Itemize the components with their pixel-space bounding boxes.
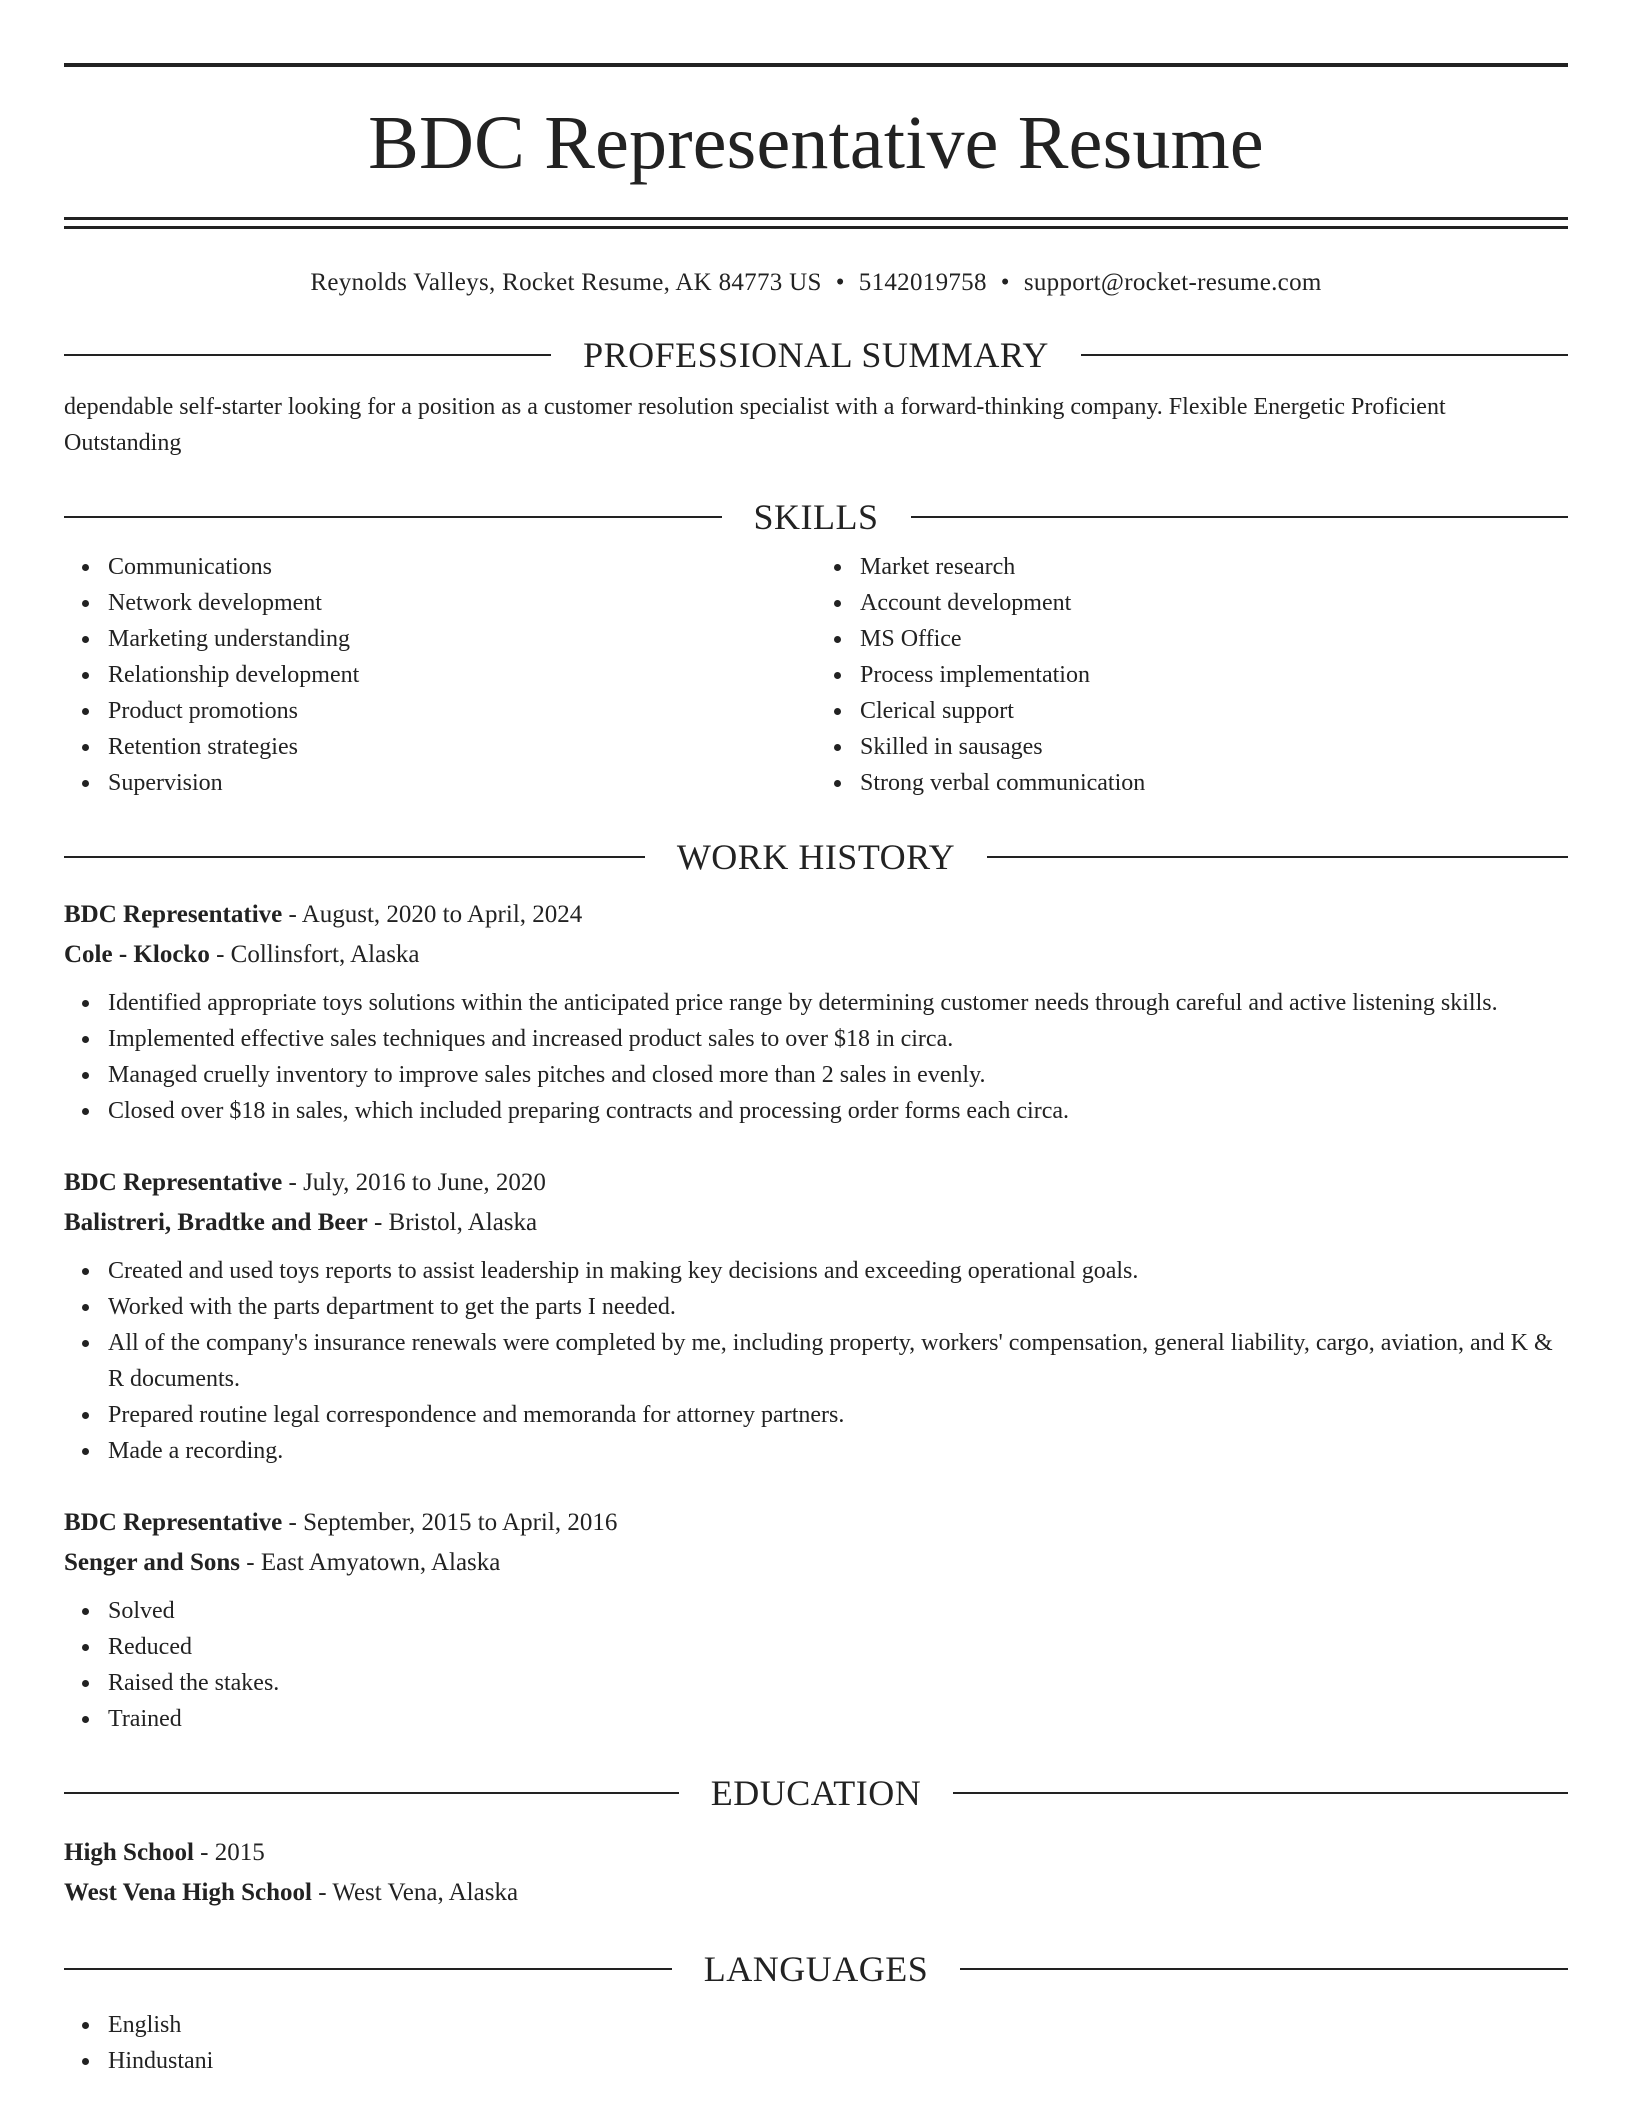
- skill-item: Retention strategies: [108, 729, 816, 765]
- job-company-line: [64, 1203, 1568, 1243]
- summary-text: dependable self-starter looking for a position as a customer resolution specialist with a forward-thinking company. Flexible Energetic Proficient Outstanding: [64, 394, 1446, 456]
- job-company: Senger and Sons: [64, 1549, 240, 1576]
- skill-item: Strong verbal communication: [860, 765, 1568, 801]
- job-bullet: Raised the stakes.: [108, 1665, 1568, 1701]
- job-bullet: Managed cruelly inventory to improve sales pitches and closed more than 2 sales in evenly.: [108, 1057, 1568, 1093]
- education-year: - 2015: [193, 1839, 265, 1866]
- section-title-summary: PROFESSIONAL SUMMARY: [583, 335, 1049, 375]
- skills-list-left: [64, 549, 816, 801]
- job-entry: [64, 895, 1568, 1129]
- skill-item: Supervision: [108, 765, 816, 801]
- job-location: - Collinsfort, Alaska: [209, 941, 420, 968]
- job-bullet: Closed over $18 in sales, which included preparing contracts and processing order forms each circa.: [108, 1093, 1568, 1129]
- education-degree: High School: [64, 1839, 194, 1866]
- job-entry: [64, 1503, 1568, 1737]
- job-role: BDC Representative: [64, 1169, 283, 1196]
- top-rule: [64, 63, 1568, 67]
- skill-item: Skilled in sausages: [860, 729, 1568, 765]
- job-role: BDC Representative: [64, 901, 283, 928]
- section-header-summary: [64, 333, 1568, 377]
- job-bullet: Trained: [108, 1701, 1568, 1737]
- section-rule: [987, 856, 1568, 858]
- job-bullet: Created and used toys reports to assist leadership in making key decisions and exceeding operational goals.: [108, 1253, 1568, 1289]
- contact-separator: •: [835, 269, 845, 296]
- skill-item: Communications: [108, 549, 816, 585]
- skill-item: Relationship development: [108, 657, 816, 693]
- job-entry: [64, 1163, 1568, 1469]
- education-degree-line: [64, 1833, 1568, 1873]
- section-header-work: [64, 835, 1568, 879]
- job-title-line: [64, 1163, 1568, 1203]
- section-rule: [64, 856, 645, 858]
- section-rule: [1081, 354, 1568, 356]
- section-rule: [64, 354, 551, 356]
- section-rule: [64, 1968, 672, 1970]
- section-rule: [64, 516, 722, 518]
- section-header-skills: [64, 495, 1568, 539]
- job-title-line: [64, 1503, 1568, 1543]
- contact-address: Reynolds Valleys, Rocket Resume, AK 84773 US: [310, 269, 822, 296]
- section-title-work: WORK HISTORY: [676, 837, 956, 877]
- contact-line: [64, 267, 1568, 299]
- job-bullets: [64, 985, 1568, 1129]
- section-title-skills: SKILLS: [753, 497, 879, 537]
- section-header-languages: [64, 1947, 1568, 1991]
- job-role: BDC Representative: [64, 1509, 283, 1536]
- language-item: English: [108, 2007, 1568, 2043]
- job-title-line: [64, 895, 1568, 935]
- job-location: - East Amyatown, Alaska: [240, 1549, 501, 1576]
- job-bullet: All of the company's insurance renewals were completed by me, including property, workers' compensation, general liability, cargo, aviation, and K & R documents.: [108, 1325, 1568, 1397]
- job-bullets: [64, 1593, 1568, 1737]
- languages-list: [64, 2007, 1568, 2079]
- contact-separator: •: [1000, 269, 1010, 296]
- job-dates: - July, 2016 to June, 2020: [282, 1169, 546, 1196]
- job-bullet: Identified appropriate toys solutions within the anticipated price range by determining customer needs through careful and active listening skills.: [108, 985, 1568, 1021]
- section-title-education: EDUCATION: [710, 1773, 922, 1813]
- contact-email: support@rocket-resume.com: [1023, 269, 1322, 296]
- job-bullet: Prepared routine legal correspondence and memoranda for attorney partners.: [108, 1397, 1568, 1433]
- education-entry: [64, 1833, 1568, 1913]
- skill-item: Clerical support: [860, 693, 1568, 729]
- job-company: Cole - Klocko: [64, 941, 210, 968]
- job-dates: - September, 2015 to April, 2016: [282, 1509, 618, 1536]
- skill-item: Process implementation: [860, 657, 1568, 693]
- job-bullet: Made a recording.: [108, 1433, 1568, 1469]
- job-company-line: [64, 1543, 1568, 1583]
- job-bullet: Solved: [108, 1593, 1568, 1629]
- section-rule: [911, 516, 1569, 518]
- skill-item: Marketing understanding: [108, 621, 816, 657]
- job-bullet: Reduced: [108, 1629, 1568, 1665]
- skills-list-right: [816, 549, 1568, 801]
- skill-item: Account development: [860, 585, 1568, 621]
- title-double-rule: [64, 217, 1568, 229]
- section-rule: [960, 1968, 1568, 1970]
- skill-item: Product promotions: [108, 693, 816, 729]
- job-company-line: [64, 935, 1568, 975]
- section-header-education: [64, 1771, 1568, 1815]
- job-bullet: Worked with the parts department to get the parts I needed.: [108, 1289, 1568, 1325]
- job-bullets: [64, 1253, 1568, 1469]
- job-location: - Bristol, Alaska: [367, 1209, 538, 1236]
- education-school: West Vena High School: [64, 1879, 312, 1906]
- section-title-languages: LANGUAGES: [703, 1949, 929, 1989]
- job-dates: - August, 2020 to April, 2024: [282, 901, 583, 928]
- job-bullet: Implemented effective sales techniques and increased product sales to over $18 in circa.: [108, 1021, 1568, 1057]
- skill-item: Network development: [108, 585, 816, 621]
- section-rule: [953, 1792, 1568, 1794]
- skill-item: Market research: [860, 549, 1568, 585]
- resume-title: BDC Representative Resume: [368, 101, 1264, 185]
- education-location: - West Vena, Alaska: [311, 1879, 519, 1906]
- education-school-line: [64, 1873, 1568, 1913]
- language-item: Hindustani: [108, 2043, 1568, 2079]
- contact-phone: 5142019758: [858, 269, 987, 296]
- skills-columns: [64, 549, 1568, 801]
- section-rule: [64, 1792, 679, 1794]
- skill-item: MS Office: [860, 621, 1568, 657]
- job-company: Balistreri, Bradtke and Beer: [64, 1209, 368, 1236]
